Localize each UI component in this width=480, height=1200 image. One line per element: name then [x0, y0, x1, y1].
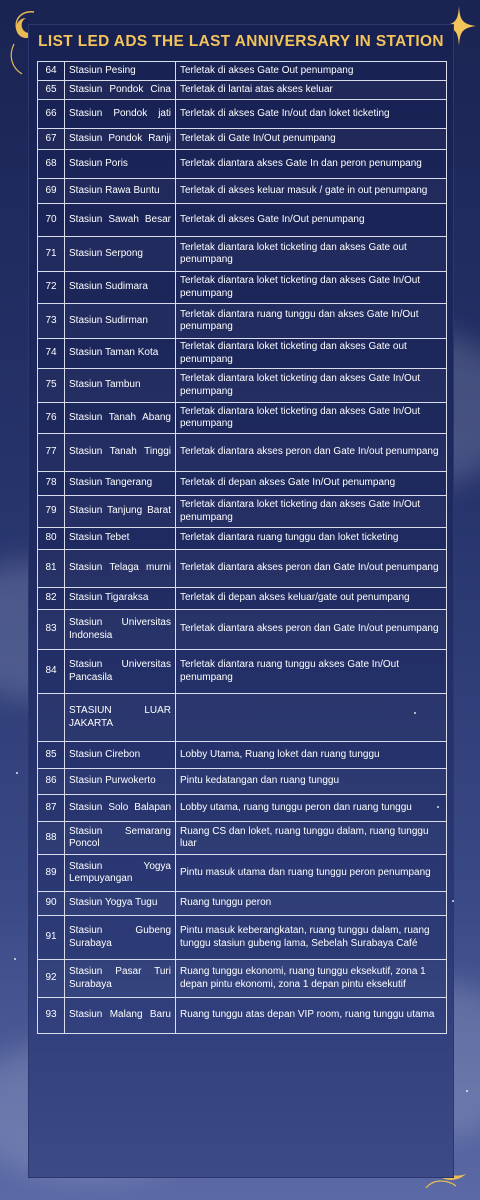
row-number: 72 — [38, 272, 65, 304]
led-location: Pintu masuk utama dan ruang tunggu peron penumpang — [176, 855, 447, 892]
station-name: Stasiun Pesing — [65, 62, 176, 81]
station-table — [37, 61, 447, 1034]
station-name: Stasiun Solo Balapan — [65, 795, 176, 822]
star-dot — [14, 958, 16, 960]
row-number: 73 — [38, 304, 65, 339]
station-name: Stasiun Tanah Tinggi — [65, 434, 176, 472]
table-row — [38, 916, 447, 960]
led-location: Terletak di akses Gate In/Out penumpang — [176, 204, 447, 237]
row-number: 79 — [38, 496, 65, 528]
table-row — [38, 129, 447, 150]
row-number: 83 — [38, 610, 65, 650]
table-row — [38, 610, 447, 650]
table-row — [38, 742, 447, 769]
row-number: 88 — [38, 822, 65, 855]
table-row — [38, 434, 447, 472]
station-name: Stasiun Sawah Besar — [65, 204, 176, 237]
station-name: Stasiun Semarang Poncol — [65, 822, 176, 855]
station-name: Stasiun Tambun — [65, 369, 176, 403]
led-location: Terletak diantara ruang tunggu akses Gate In/Out penumpang — [176, 650, 447, 694]
station-name: Stasiun Poris — [65, 150, 176, 179]
table-row — [38, 550, 447, 588]
led-location: Terletak di akses Gate In/out dan loket ticketing — [176, 100, 447, 129]
station-name: Stasiun Sudirman — [65, 304, 176, 339]
station-name: Stasiun Tebet — [65, 528, 176, 550]
table-row — [38, 179, 447, 204]
station-name: Stasiun Taman Kota — [65, 339, 176, 369]
star-dot — [414, 712, 416, 714]
station-name: Stasiun Malang Baru — [65, 998, 176, 1034]
table-row — [38, 795, 447, 822]
led-location: Terletak diantara akses Gate In dan peron penumpang — [176, 150, 447, 179]
led-location: Terletak diantara loket ticketing dan akses Gate In/Out penumpang — [176, 496, 447, 528]
led-location — [176, 694, 447, 742]
station-name: Stasiun Gubeng Surabaya — [65, 916, 176, 960]
row-number: 71 — [38, 237, 65, 272]
table-row — [38, 496, 447, 528]
row-number: 81 — [38, 550, 65, 588]
led-location: Pintu kedatangan dan ruang tunggu — [176, 769, 447, 795]
led-location: Lobby utama, ruang tunggu peron dan ruang tunggu — [176, 795, 447, 822]
station-name: Stasiun Tigaraksa — [65, 588, 176, 610]
row-number: 90 — [38, 892, 65, 916]
led-location: Terletak diantara loket ticketing dan akses Gate In/Out penumpang — [176, 369, 447, 403]
table-row — [38, 650, 447, 694]
table-row — [38, 237, 447, 272]
star-dot — [437, 806, 439, 808]
station-name: STASIUN LUAR JAKARTA — [65, 694, 176, 742]
station-name: Stasiun Pasar Turi Surabaya — [65, 960, 176, 998]
row-number: 69 — [38, 179, 65, 204]
row-number: 84 — [38, 650, 65, 694]
station-name: Stasiun Pondok jati — [65, 100, 176, 129]
row-number: 77 — [38, 434, 65, 472]
led-location: Ruang CS dan loket, ruang tunggu dalam, ruang tunggu luar — [176, 822, 447, 855]
led-location: Terletak di akses keluar masuk / gate in out penumpang — [176, 179, 447, 204]
content-panel — [28, 24, 454, 1178]
station-name: Stasiun Serpong — [65, 237, 176, 272]
table-row — [38, 369, 447, 403]
led-location: Terletak diantara loket ticketing dan akses Gate out penumpang — [176, 237, 447, 272]
station-name: Stasiun Tanjung Barat — [65, 496, 176, 528]
table-row — [38, 403, 447, 434]
row-number: 70 — [38, 204, 65, 237]
led-location: Terletak diantara akses peron dan Gate In/out penumpang — [176, 434, 447, 472]
table-row — [38, 855, 447, 892]
led-location: Ruang tunggu atas depan VIP room, ruang tunggu utama — [176, 998, 447, 1034]
row-number: 89 — [38, 855, 65, 892]
station-name: Stasiun Tangerang — [65, 472, 176, 496]
star-dot — [466, 1090, 468, 1092]
table-row — [38, 304, 447, 339]
row-number: 80 — [38, 528, 65, 550]
table-row — [38, 272, 447, 304]
row-number: 65 — [38, 81, 65, 100]
table-row — [38, 998, 447, 1034]
table-row — [38, 204, 447, 237]
station-name: Stasiun Sudimara — [65, 272, 176, 304]
table-row — [38, 892, 447, 916]
table-row — [38, 960, 447, 998]
table-row — [38, 150, 447, 179]
station-name: Stasiun Purwokerto — [65, 769, 176, 795]
table-row — [38, 100, 447, 129]
led-location: Terletak diantara akses peron dan Gate In/out penumpang — [176, 610, 447, 650]
led-location: Terletak di depan akses keluar/gate out penumpang — [176, 588, 447, 610]
table-row — [38, 62, 447, 81]
row-number — [38, 694, 65, 742]
page-title: LIST LED ADS THE LAST ANNIVERSARY IN STATION — [38, 33, 444, 50]
table-row — [38, 822, 447, 855]
led-location: Terletak di lantai atas akses keluar — [176, 81, 447, 100]
led-location: Terletak diantara loket ticketing dan akses Gate out penumpang — [176, 339, 447, 369]
row-number: 78 — [38, 472, 65, 496]
station-name: Stasiun Cirebon — [65, 742, 176, 769]
star-dot — [16, 772, 18, 774]
row-number: 91 — [38, 916, 65, 960]
led-location: Terletak diantara akses peron dan Gate In/out penumpang — [176, 550, 447, 588]
led-location: Terletak diantara ruang tunggu dan loket ticketing — [176, 528, 447, 550]
led-location: Ruang tunggu ekonomi, ruang tunggu eksekutif, zona 1 depan pintu ekonomi, zona 1 depan pintu eksekutif — [176, 960, 447, 998]
row-number: 68 — [38, 150, 65, 179]
table-row — [38, 339, 447, 369]
table-row — [38, 588, 447, 610]
led-location: Lobby Utama, Ruang loket dan ruang tunggu — [176, 742, 447, 769]
station-name: Stasiun Pondok Ranji — [65, 129, 176, 150]
led-location: Terletak di depan akses Gate In/Out penumpang — [176, 472, 447, 496]
led-location: Terletak di akses Gate Out penumpang — [176, 62, 447, 81]
station-name: Stasiun Pondok Cina — [65, 81, 176, 100]
table-row — [38, 472, 447, 496]
station-name: Stasiun Universitas Indonesia — [65, 610, 176, 650]
led-location: Terletak diantara loket ticketing dan akses Gate In/Out penumpang — [176, 272, 447, 304]
row-number: 86 — [38, 769, 65, 795]
led-location: Terletak diantara ruang tunggu dan akses Gate In/Out penumpang — [176, 304, 447, 339]
station-name: Stasiun Yogya Tugu — [65, 892, 176, 916]
row-number: 67 — [38, 129, 65, 150]
row-number: 85 — [38, 742, 65, 769]
led-location: Pintu masuk keberangkatan, ruang tunggu dalam, ruang tunggu stasiun gubeng lama, Sebelah Surabaya Café — [176, 916, 447, 960]
row-number: 92 — [38, 960, 65, 998]
row-number: 87 — [38, 795, 65, 822]
led-location: Terletak di Gate In/Out penumpang — [176, 129, 447, 150]
table-row — [38, 81, 447, 100]
row-number: 64 — [38, 62, 65, 81]
led-location: Ruang tunggu peron — [176, 892, 447, 916]
row-number: 75 — [38, 369, 65, 403]
row-number: 74 — [38, 339, 65, 369]
row-number: 76 — [38, 403, 65, 434]
row-number: 82 — [38, 588, 65, 610]
table-row — [38, 769, 447, 795]
table-row — [38, 528, 447, 550]
station-name: Stasiun Telaga murni — [65, 550, 176, 588]
station-name: Stasiun Rawa Buntu — [65, 179, 176, 204]
row-number: 66 — [38, 100, 65, 129]
station-name: Stasiun Tanah Abang — [65, 403, 176, 434]
station-name: Stasiun Yogya Lempuyangan — [65, 855, 176, 892]
table-row — [38, 694, 447, 742]
station-name: Stasiun Universitas Pancasila — [65, 650, 176, 694]
star-dot — [452, 900, 454, 902]
led-location: Terletak diantara loket ticketing dan akses Gate In/Out penumpang — [176, 403, 447, 434]
row-number: 93 — [38, 998, 65, 1034]
